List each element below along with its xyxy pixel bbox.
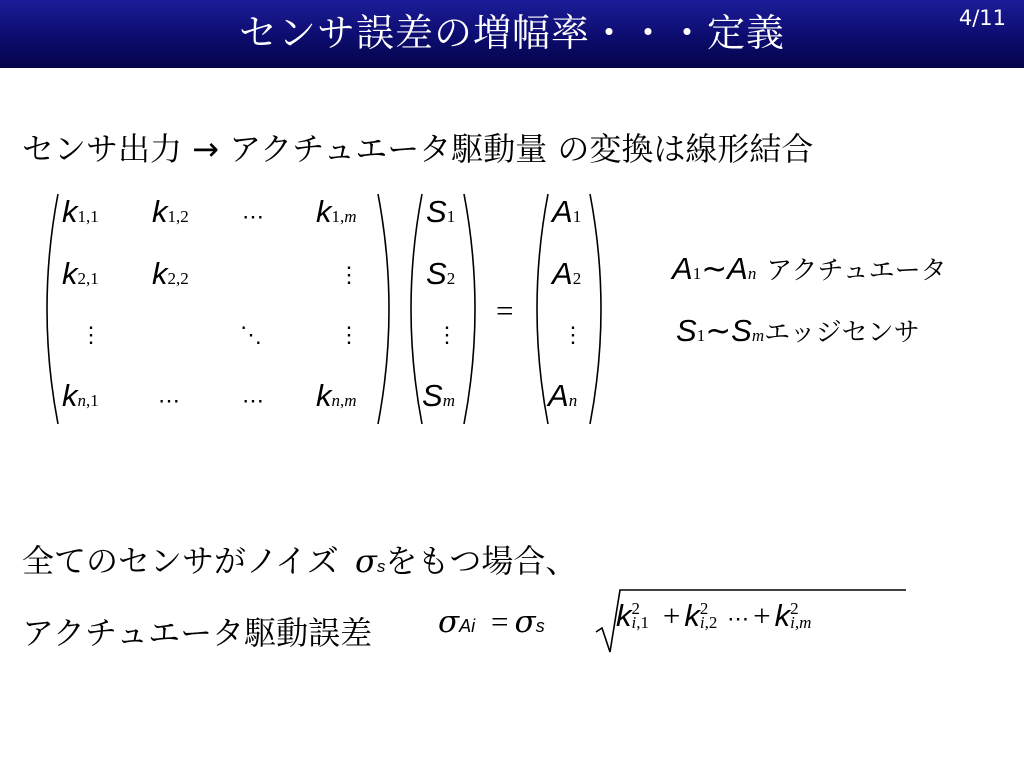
legend-sensors: S1~Smエッジセンサ xyxy=(676,313,920,349)
matrix-entry-knm: kn,m xyxy=(316,378,357,413)
equals-sign: = xyxy=(496,293,514,328)
error-label: アクチュエータ駆動誤差 xyxy=(22,614,373,652)
sensor-vector-vdots: ⋮ xyxy=(436,323,458,348)
error-formula: σAi = σs xyxy=(438,604,545,640)
noise-prefix: 全てのセンサがノイズ xyxy=(22,542,339,580)
actuator-vector-a1: A1 xyxy=(552,194,582,229)
slide-title: センサ誤差の増幅率・・・定義 xyxy=(238,11,785,55)
actuator-vector-an: An xyxy=(548,378,578,413)
matrix-vdots: ⋮ xyxy=(338,263,360,288)
actuator-vector-a2: A2 xyxy=(552,256,582,291)
intro-text: センサ出力 → アクチュエータ駆動量 の変換は線形結合 xyxy=(22,130,814,168)
matrix-ddots: ⋱ xyxy=(240,323,262,348)
sqrt-contents: k 2 i,1 + k 2 i,2 ⋯ + k 2 i,m xyxy=(616,598,812,633)
sigma-s-symbol: σ xyxy=(354,542,377,580)
legend-actuators: A1~An アクチュエータ xyxy=(672,251,947,287)
legend-actuator-label: アクチュエータ xyxy=(766,256,947,286)
matrix-entry-k22: k2,2 xyxy=(152,256,189,291)
matrix-entry-k21: k2,1 xyxy=(62,256,99,291)
matrix-entry-k12: k1,2 xyxy=(152,194,189,229)
matrix-hdots: ⋯ xyxy=(242,389,264,414)
actuator-vector-vdots: ⋮ xyxy=(562,323,584,348)
legend-sensor-label: エッジセンサ xyxy=(764,318,920,348)
matrix-hdots: ⋯ xyxy=(158,389,180,414)
noise-suffix: をもつ場合、 xyxy=(385,542,578,580)
noise-statement: 全てのセンサがノイズ σsをもつ場合、 xyxy=(22,542,578,580)
matrix-entry-k11: k1,1 xyxy=(62,194,99,229)
sensor-vector-s2: S2 xyxy=(426,256,456,291)
sensor-vector-s1: S1 xyxy=(426,194,456,229)
matrix-vdots: ⋮ xyxy=(338,323,360,348)
matrix-entry-k1m: k1,m xyxy=(316,194,357,229)
sensor-vector-sm: Sm xyxy=(422,378,455,413)
matrix-hdots: ⋯ xyxy=(242,205,264,230)
matrix-vdots: ⋮ xyxy=(80,323,102,348)
page-number: 4/11 xyxy=(958,6,1006,30)
matrix-entry-kn1: kn,1 xyxy=(62,378,99,413)
